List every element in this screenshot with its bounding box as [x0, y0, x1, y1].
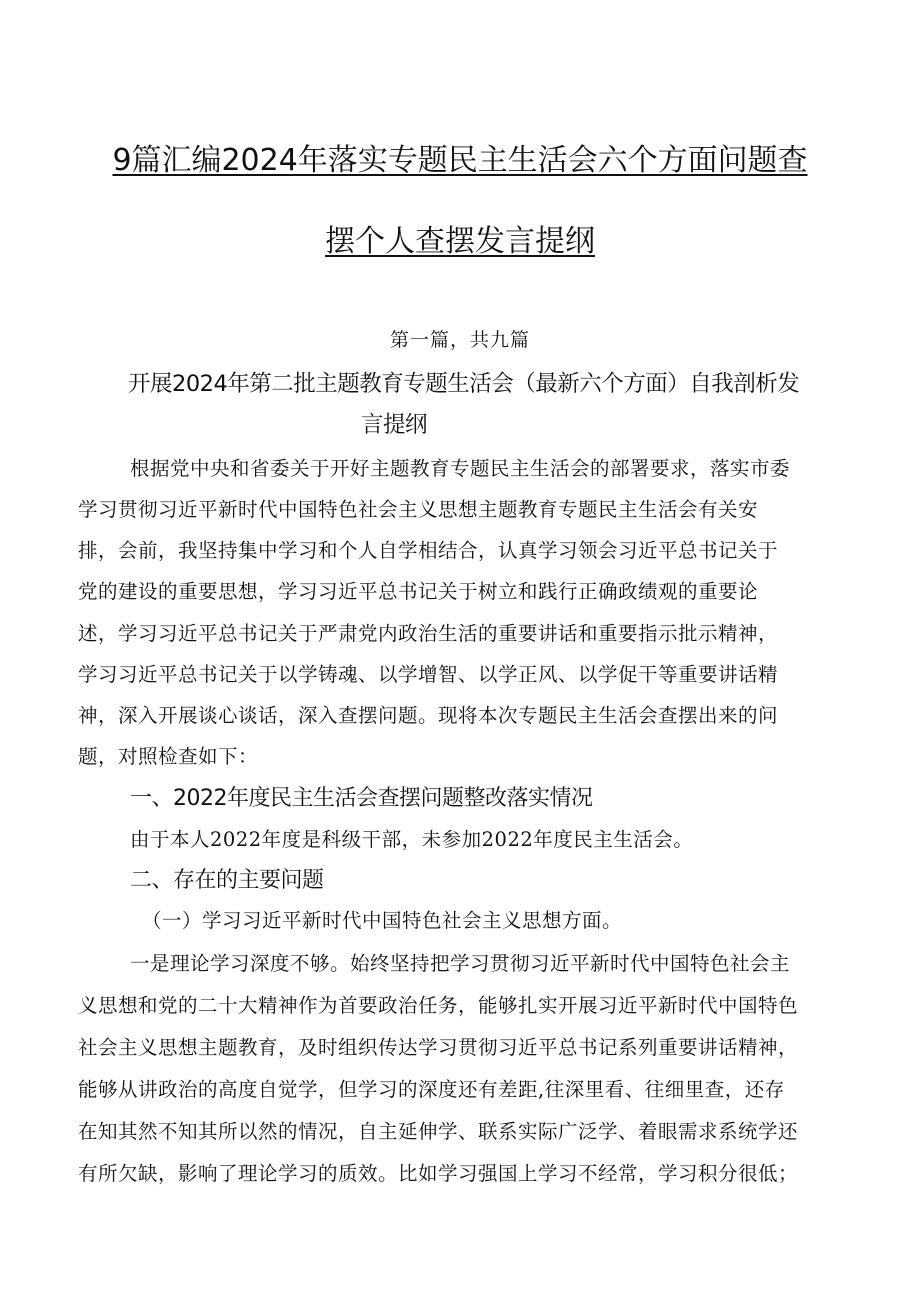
document-title-line-2: 摆个人查摆发言提纲 — [325, 224, 595, 259]
section-2-paragraph-line: 义思想和党的二十大精神作为首要政治任务，能够扎实开展习近平新时代中国特色 — [78, 994, 799, 1017]
intro-line: 根据党中央和省委关于开好主题教育专题民主生活会的部署要求，落实市委 — [130, 457, 791, 480]
intro-line: 题，对照检查如下： — [78, 745, 259, 768]
section-1-heading: 一、2022年度民主生活会查摆问题整改落实情况 — [130, 786, 593, 811]
section-1-text: 由于本人2022年度是科级干部，未参加2022年度民主生活会。 — [130, 828, 694, 851]
section-2-heading: 二、存在的主要问题 — [130, 868, 324, 893]
sub-title-line-1: 开展2024年第二批主题教育专题生活会（最新六个方面）自我剖析发 — [128, 371, 800, 397]
section-2-paragraph-line: 一是理论学习深度不够。始终坚持把学习贯彻习近平新时代中国特色社会主 — [130, 952, 791, 975]
section-2-paragraph-line: 能够从讲政治的高度自觉学，但学习的深度还有差距,往深里看、往细里查，还存 — [78, 1078, 785, 1101]
intro-line: 学习贯彻习近平新时代中国特色社会主义思想主题教育专题民主生活会有关安 — [78, 498, 759, 521]
intro-line: 神，深入开展谈心谈话，深入查摆问题。现将本次专题民主生活会查摆出来的问 — [78, 704, 779, 727]
intro-line: 党的建设的重要思想，学习习近平总书记关于树立和践行正确政绩观的重要论 — [78, 580, 759, 603]
section-2-paragraph-line: 社会主义思想主题教育，及时组织传达学习贯彻习近平总书记系列重要讲话精神， — [78, 1036, 799, 1059]
sub-title-line-2: 言提纲 — [361, 412, 428, 438]
intro-line: 述，学习习近平总书记关于严肃党内政治生活的重要讲话和重要指示批示精神， — [78, 622, 779, 645]
part-label: 第一篇，共九篇 — [389, 329, 530, 351]
intro-line: 排，会前，我坚持集中学习和个人自学相结合，认真学习领会习近平总书记关于 — [78, 539, 779, 562]
intro-line: 学习习近平总书记关于以学铸魂、以学增智、以学正风、以学促干等重要讲话精 — [78, 663, 779, 686]
section-2-paragraph-line: 有所欠缺，影响了理论学习的质效。比如学习强国上学习不经常，学习积分很低； — [78, 1162, 799, 1185]
section-2-subheading: （一）学习习近平新时代中国特色社会主义思想方面。 — [142, 909, 623, 932]
section-2-paragraph-line: 在知其然不知其所以然的情况，自主延伸学、联系实际广泛学、着眼需求系统学还 — [78, 1120, 799, 1143]
document-title-line-1: 9篇汇编2024年落实专题民主生活会六个方面问题查 — [112, 143, 808, 178]
